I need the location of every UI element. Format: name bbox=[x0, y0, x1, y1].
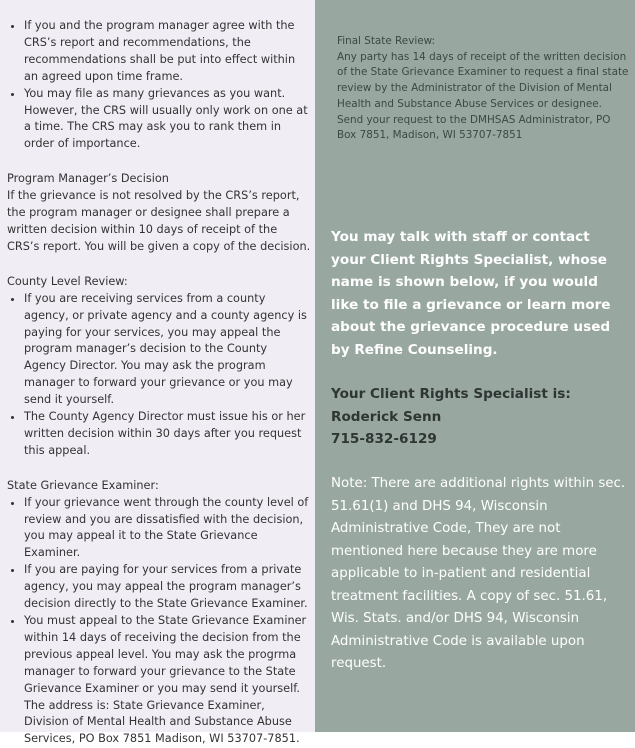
note-text: Note: There are additional rights within sec. 51.61(1) and DHS 94, Wisconsin Administrative Code, They are not mentioned here because they are more applicable to in-patient and residential treatment facilities. A copy of sec. 51.61, Wis. Stats. and/or DHS 94, Wisconsin Administrative Code is available upon request. bbox=[331, 476, 626, 671]
right-column bbox=[315, 0, 635, 732]
intro-list bbox=[7, 18, 311, 153]
program-manager-section bbox=[7, 171, 311, 256]
program-manager-heading: Program Manager’s Decision bbox=[7, 172, 169, 186]
contact-text: You may talk with staff or contact your Client Rights Specialist, whose name is shown below, if you would like to file a grievance or learn more about the grievance procedure used by Refine Counseling. bbox=[331, 229, 611, 358]
specialist-label: Your Client Rights Specialist is: bbox=[331, 386, 571, 402]
program-manager-body: If the grievance is not resolved by the CRS’s report, the program manager or designee shall prepare a written decision within 10 days of receipt of the CRS’s report. You will be given a copy of the decision. bbox=[7, 189, 311, 253]
final-review-heading: Final State Review: bbox=[337, 35, 436, 47]
specialist-block bbox=[331, 383, 627, 451]
final-review-section bbox=[331, 34, 629, 144]
specialist-name: Roderick Senn bbox=[331, 408, 442, 425]
state-heading: State Grievance Examiner: bbox=[7, 478, 159, 492]
specialist-phone: 715-832-6129 bbox=[331, 431, 437, 447]
list-item: • If you are receiving services from a county agency, or private agency and a county agency is paying for your services, you may appeal the program manager’s decision to the County Agency Director. You may ask the program manager to forward your grievance or you may send it yourself. bbox=[24, 291, 311, 409]
list-item: • If your grievance went through the county level of review and you are dissatisfied with the decision, you may appeal it to the State Grievance Examiner. bbox=[24, 495, 311, 563]
final-review-body: Any party has 14 days of receipt of the written decision of the State Grievance Examiner to request a final state review by the Administrator of the Division of Mental Health and Substance Abuse Services or designee. Send your request to the DMHSAS Administrator, PO Box 7851, Madison, WI 53707-7851 bbox=[337, 50, 629, 142]
list-item: • You may file as many grievances as you want. However, the CRS will usually only work on one at a time. The CRS may ask you to rank them in order of importance. bbox=[24, 86, 311, 154]
county-heading: County Level Review: bbox=[7, 274, 128, 288]
state-list bbox=[7, 495, 311, 748]
list-item: • The County Agency Director must issue his or her written decision within 30 days after you request this appeal. bbox=[24, 409, 311, 460]
left-column bbox=[0, 0, 315, 746]
county-list bbox=[7, 291, 311, 460]
intro-section bbox=[7, 18, 311, 153]
list-item: • If you are paying for your services from a private agency, you may appeal the program manager’s decision directly to the State Grievance Examiner. bbox=[24, 562, 311, 613]
list-item: • If you and the program manager agree with the CRS’s report and recommendations, the recommendations shall be put into effect within an agreed upon time frame. bbox=[24, 18, 311, 86]
county-section bbox=[7, 274, 311, 460]
list-item: • You must appeal to the State Grievance Examiner within 14 days of receiving the decision from the previous appeal level. You may ask the progrma manager to forward your grievance to the State Grievance Examiner or you may send it yourself. The address is: State Grievance Examiner, Division of Mental Health and Substance Abuse Services, PO Box 7851 Madison, WI 53707-7851. bbox=[24, 613, 311, 748]
state-section bbox=[7, 478, 311, 748]
